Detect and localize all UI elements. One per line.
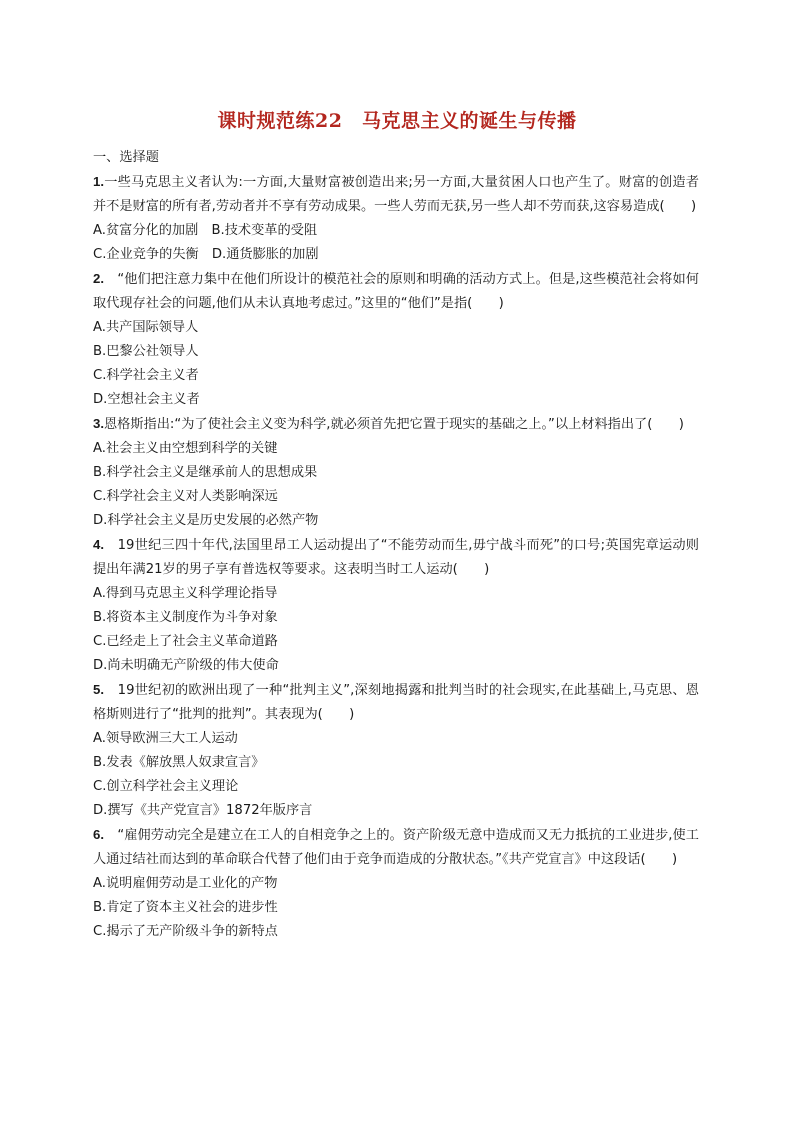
option-b: B.巴黎公社领导人 [93,344,199,359]
option-row: A.贫富分化的加剧 B.技术变革的受阻 [93,223,318,238]
question-number: 1. [93,174,104,189]
question-list [93,146,699,944]
option-d: D.尚未明确无产阶级的伟大使命 [93,658,279,673]
question-item [93,170,699,267]
question-item [93,267,699,412]
option-b: B.将资本主义制度作为斗争对象 [93,610,278,625]
option-a: A.共产国际领导人 [93,320,199,335]
option-a: A.说明雇佣劳动是工业化的产物 [93,876,278,891]
question-text [93,267,699,316]
question-stem: 一些马克思主义者认为:一方面,大量财富被创造出来;另一方面,大量贫困人口也产生了。财富的创造者并不是财富的所有者,劳动者并不享有劳动成果。一些人劳而无获,另一些人却不劳而获,这容易造成( ) [93,175,699,214]
option-c: C.已经走上了社会主义革命道路 [93,634,278,649]
question-item [93,412,699,533]
option-a: A.社会主义由空想到科学的关键 [93,441,278,456]
question-text [93,823,699,872]
question-stem: “他们把注意力集中在他们所设计的模范社会的原则和明确的活动方式上。但是,这些模范社会将如何取代现存社会的问题,他们从未认真地考虑过。”这里的“他们”是指( ) [93,272,699,311]
option-c: C.创立科学社会主义理论 [93,779,239,794]
option-a: A.得到马克思主义科学理论指导 [93,586,278,601]
option-d: D.空想社会主义者 [93,392,200,407]
question-item [93,678,699,823]
question-number: 4. [93,537,104,552]
option-d: D.科学社会主义是历史发展的必然产物 [93,513,319,528]
question-number: 5. [93,682,104,697]
option-b: B.发表《解放黑人奴隶宣言》 [93,755,265,770]
question-stem: 19世纪初的欧洲出现了一种“批判主义”,深刻地揭露和批判当时的社会现实,在此基础上,马克思、恩格斯则进行了“批判的批判”。其表现为( ) [93,683,699,722]
question-text [93,412,699,437]
question-number: 6. [93,827,104,842]
option-c: C.科学社会主义者 [93,368,199,383]
question-item [93,823,699,944]
option-b: B.科学社会主义是继承前人的思想成果 [93,465,318,480]
question-text [93,170,699,219]
option-b: B.肯定了资本主义社会的进步性 [93,900,278,915]
question-number: 2. [93,271,104,286]
question-item [93,533,699,678]
page-title: 课时规范练22 马克思主义的诞生与传播 [217,110,577,132]
question-stem: 19世纪三四十年代,法国里昂工人运动提出了“不能劳动而生,毋宁战斗而死”的口号;英国宪章运动则提出年满21岁的男子享有普选权等要求。这表明当时工人运动( ) [93,538,699,577]
option-d: D.撰写《共产党宣言》1872年版序言 [93,803,313,818]
question-number: 3. [93,416,104,431]
option-c: C.科学社会主义对人类影响深远 [93,489,278,504]
section-heading: 一、选择题 [93,150,159,165]
question-stem: 恩格斯指出:“为了使社会主义变为科学,就必须首先把它置于现实的基础之上。”以上材料指出了( ) [104,417,684,432]
question-text [93,678,699,727]
option-a: A.领导欧洲三大工人运动 [93,731,238,746]
question-stem: “雇佣劳动完全是建立在工人的自相竞争之上的。资产阶级无意中造成而又无力抵抗的工业进步,使工人通过结社而达到的革命联合代替了他们由于竞争而造成的分散状态。”《共产党宣言》中这段话( ) [93,828,699,867]
option-row: C.企业竞争的失衡 D.通货膨胀的加剧 [93,247,319,262]
option-c: C.揭示了无产阶级斗争的新特点 [93,924,278,939]
question-text [93,533,699,582]
